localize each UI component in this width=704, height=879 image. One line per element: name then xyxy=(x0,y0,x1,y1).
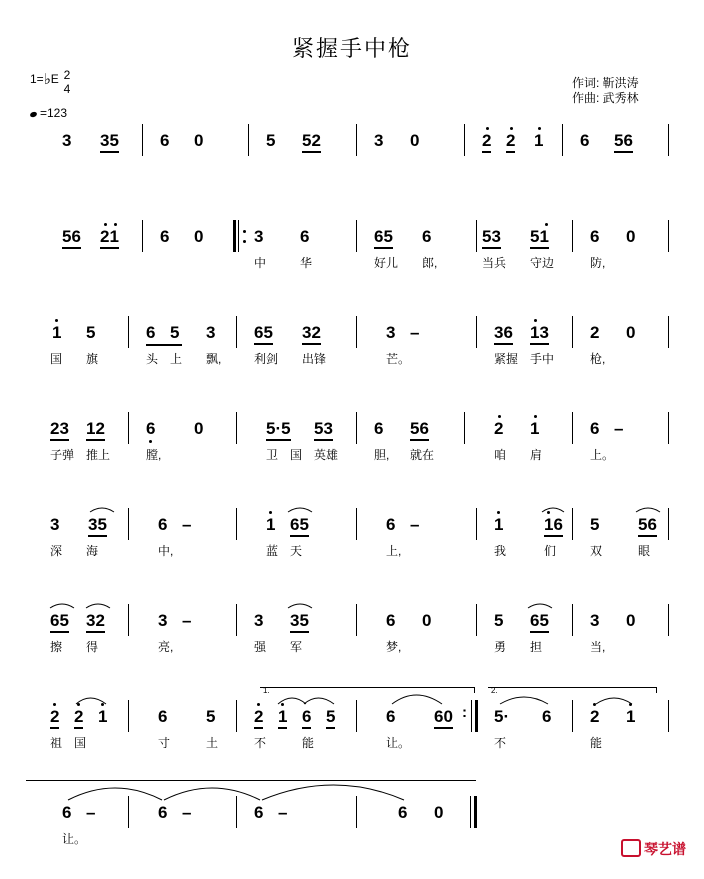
slur xyxy=(86,604,110,608)
note: 12 xyxy=(86,420,105,441)
note: – xyxy=(410,515,420,534)
tie xyxy=(164,788,260,800)
final-barline xyxy=(474,796,477,828)
barline xyxy=(128,508,129,540)
note: 5 xyxy=(206,707,216,726)
note: 1 xyxy=(52,323,62,342)
barline xyxy=(128,412,129,444)
barline xyxy=(142,124,143,156)
barline xyxy=(238,220,239,252)
lyric: 国 xyxy=(50,352,63,366)
high-octave-dot xyxy=(547,511,550,514)
note: 5 xyxy=(86,323,96,342)
barline xyxy=(476,604,477,636)
note: 65 xyxy=(530,612,549,633)
lyric: 双 xyxy=(590,544,603,558)
slur xyxy=(288,604,312,608)
lyric: 让。 xyxy=(386,736,411,750)
lyric: 利剑 xyxy=(254,352,279,366)
barline xyxy=(668,508,669,540)
composer: 作曲: 武秀林 xyxy=(572,91,639,105)
note: 65 xyxy=(290,516,309,537)
lyric: 土 xyxy=(206,736,219,750)
lyric: 枪, xyxy=(590,352,606,366)
key-label: 1= xyxy=(30,72,44,86)
brand-logo xyxy=(621,839,686,859)
barline xyxy=(572,604,573,636)
lyric: 不 xyxy=(494,736,507,750)
high-octave-dot xyxy=(281,703,284,706)
note: 6 xyxy=(160,131,170,150)
note: 23 xyxy=(50,420,69,441)
note: 13 xyxy=(530,324,549,345)
note: 1 xyxy=(534,131,544,150)
note: 0 xyxy=(434,803,444,822)
lyric: 让。 xyxy=(62,832,87,846)
barline xyxy=(236,796,237,828)
note: 6 xyxy=(160,227,170,246)
time-signature xyxy=(62,68,72,96)
volta-2 xyxy=(488,686,656,695)
lyric: 郎, xyxy=(422,256,438,270)
lyric: 寸 xyxy=(158,736,171,750)
barline xyxy=(464,412,465,444)
flat-icon: ♭ xyxy=(43,71,51,88)
note: 32 xyxy=(86,612,105,633)
slur xyxy=(90,508,114,512)
barline xyxy=(356,124,357,156)
high-octave-dot xyxy=(114,223,117,226)
lyric: 军 xyxy=(290,640,303,654)
note: 65 xyxy=(50,612,69,633)
barline xyxy=(356,316,357,348)
high-octave-dot xyxy=(538,127,541,130)
note: 3 xyxy=(158,611,168,630)
key-letter: E xyxy=(50,72,59,86)
note: 56 xyxy=(62,228,81,249)
high-octave-dot xyxy=(257,703,260,706)
note: 3 xyxy=(254,227,264,246)
repeat-end-barline xyxy=(475,700,478,732)
barline xyxy=(476,220,477,252)
barline xyxy=(470,796,471,828)
lyric: 擦 xyxy=(50,640,63,654)
note: – xyxy=(86,803,96,822)
barline xyxy=(128,700,129,732)
note: 35 xyxy=(88,516,107,537)
note: 2 xyxy=(590,323,600,342)
volta-2-label: 2. xyxy=(491,686,498,695)
note: 3 xyxy=(50,515,60,534)
note: 56 xyxy=(614,132,633,153)
note: 5 xyxy=(266,131,276,150)
slur xyxy=(288,508,312,512)
note: 3 xyxy=(254,611,264,630)
slur xyxy=(528,604,552,608)
lyric: 就在 xyxy=(410,448,435,462)
note: 36 xyxy=(494,324,513,345)
lyric: 亮, xyxy=(158,640,174,654)
note: 1 xyxy=(494,515,504,534)
barline xyxy=(464,124,465,156)
lyric: 国 xyxy=(74,736,87,750)
barline xyxy=(668,604,669,636)
high-octave-dot xyxy=(486,127,489,130)
logo-mark-icon xyxy=(621,839,641,857)
lyric: 中, xyxy=(158,544,174,558)
note: 6 xyxy=(590,419,600,438)
note: 6 xyxy=(62,803,72,822)
note: 5 xyxy=(170,323,180,342)
volta-2-end xyxy=(656,687,657,693)
barline xyxy=(572,316,573,348)
barline xyxy=(356,412,357,444)
repeat-end-dots: : xyxy=(462,704,467,721)
note: 2 xyxy=(482,132,491,153)
lyric: 咱 xyxy=(494,448,507,462)
lyric: 出锋 xyxy=(302,352,327,366)
barline xyxy=(668,316,669,348)
lyric: 能 xyxy=(302,736,315,750)
note: 65 xyxy=(374,228,393,249)
tie xyxy=(68,788,162,800)
barline xyxy=(668,220,669,252)
note: 65 xyxy=(254,324,273,345)
note: 0 xyxy=(194,419,204,438)
lyric: 胆, xyxy=(374,448,390,462)
lyric: 勇 xyxy=(494,640,507,654)
repeat-start-barline xyxy=(233,220,236,252)
high-octave-dot xyxy=(545,223,548,226)
lyric: 担 xyxy=(530,640,543,654)
barline xyxy=(562,124,563,156)
lyric: 飘, xyxy=(206,352,222,366)
barline xyxy=(128,316,129,348)
note: 56 xyxy=(410,420,429,441)
note: 2 xyxy=(50,708,59,729)
note: 6 xyxy=(374,419,384,438)
note: 3 xyxy=(386,323,396,342)
note: 0 xyxy=(626,323,636,342)
high-octave-dot xyxy=(629,703,632,706)
note: 0 xyxy=(626,611,636,630)
note: 6 xyxy=(386,515,396,534)
lyric: 眼 xyxy=(638,544,651,558)
note: – xyxy=(614,419,624,438)
note: – xyxy=(278,803,288,822)
repeat-dot xyxy=(243,230,246,233)
barline xyxy=(236,316,237,348)
note: 2 xyxy=(494,419,504,438)
barline xyxy=(471,700,472,732)
high-octave-dot xyxy=(593,703,596,706)
barline xyxy=(668,412,669,444)
repeat-dot xyxy=(243,240,246,243)
note: 56 xyxy=(638,516,657,537)
high-octave-dot xyxy=(77,703,80,706)
barline xyxy=(356,508,357,540)
high-octave-dot xyxy=(53,703,56,706)
note: 2 xyxy=(254,708,263,729)
note: 2 xyxy=(74,708,83,729)
barline xyxy=(668,124,669,156)
barline xyxy=(236,412,237,444)
barline xyxy=(236,508,237,540)
note: 0 xyxy=(422,611,432,630)
barline xyxy=(572,412,573,444)
lyric: 我 xyxy=(494,544,507,558)
note: 1 xyxy=(530,419,540,438)
lyric: 头 xyxy=(146,352,159,366)
note: 60 xyxy=(434,708,453,729)
note: 1 xyxy=(626,707,636,726)
lyric: 当, xyxy=(590,640,606,654)
slur xyxy=(304,698,334,704)
tempo-value: =123 xyxy=(40,106,68,120)
note: 3 xyxy=(62,131,72,150)
note: 1 xyxy=(278,708,287,729)
quarter-note-icon xyxy=(29,111,37,118)
lyric: 强 xyxy=(254,640,267,654)
note: – xyxy=(182,611,192,630)
lyric: 华 xyxy=(300,256,313,270)
slur xyxy=(542,508,564,512)
song-title: 紧握手中枪 xyxy=(291,36,412,61)
barline xyxy=(236,700,237,732)
barline xyxy=(572,700,573,732)
note: 21 xyxy=(100,228,119,249)
note: 5 xyxy=(590,515,600,534)
barline xyxy=(128,796,129,828)
lyric: 子弹 xyxy=(50,448,75,462)
note: 16 xyxy=(544,516,563,537)
volta-1 xyxy=(260,686,474,695)
note: 6 xyxy=(158,515,168,534)
high-octave-dot xyxy=(269,511,272,514)
barline xyxy=(236,604,237,636)
low-octave-dot xyxy=(149,440,152,443)
note: 0 xyxy=(626,227,636,246)
tie xyxy=(500,697,548,704)
lyric: 梦, xyxy=(386,640,402,654)
high-octave-dot xyxy=(510,127,513,130)
lyric: 海 xyxy=(86,544,99,558)
barline xyxy=(572,220,573,252)
note: 6 xyxy=(302,708,311,729)
note: 2 xyxy=(506,132,515,153)
note: 5·5 xyxy=(266,420,291,441)
lyric: 祖 xyxy=(50,736,63,750)
note: 6 xyxy=(386,707,396,726)
lyric: 中 xyxy=(254,256,267,270)
note: 6 xyxy=(542,707,552,726)
lyric: 好儿 xyxy=(374,256,399,270)
barline xyxy=(142,220,143,252)
lyric: 得 xyxy=(86,640,99,654)
note: 6 xyxy=(398,803,408,822)
note: 1 xyxy=(98,707,108,726)
note: – xyxy=(182,803,192,822)
barline xyxy=(128,604,129,636)
high-octave-dot xyxy=(534,415,537,418)
lyric: 紧握 xyxy=(494,352,519,366)
lyric: 芒。 xyxy=(386,352,411,366)
lyric: 膛, xyxy=(146,448,162,462)
high-octave-dot xyxy=(534,319,537,322)
high-octave-dot xyxy=(104,223,107,226)
lyric: 能 xyxy=(590,736,603,750)
note: 5· xyxy=(494,707,510,726)
slur xyxy=(636,508,660,512)
note: 1 xyxy=(266,515,276,534)
beam-line xyxy=(146,344,182,346)
note: 53 xyxy=(482,228,501,249)
lyric: 蓝 xyxy=(266,544,279,558)
lyric: 肩 xyxy=(530,448,543,462)
tempo-mark xyxy=(30,106,67,120)
key-signature xyxy=(30,70,59,88)
high-octave-dot xyxy=(55,319,58,322)
barline xyxy=(356,796,357,828)
lyric: 手中 xyxy=(530,352,555,366)
note: 3 xyxy=(590,611,600,630)
row-divider xyxy=(26,780,476,781)
note: 6 xyxy=(422,227,432,246)
note: 0 xyxy=(410,131,420,150)
note: 6 xyxy=(254,803,264,822)
high-octave-dot xyxy=(101,703,104,706)
lyric: 推上 xyxy=(86,448,111,462)
tie xyxy=(392,695,442,704)
barline xyxy=(572,508,573,540)
lyric: 不 xyxy=(254,736,267,750)
barline xyxy=(356,220,357,252)
lyric: 上。 xyxy=(590,448,615,462)
lyric: 深 xyxy=(50,544,63,558)
note: 6 xyxy=(146,323,156,342)
barline xyxy=(476,316,477,348)
note: 6 xyxy=(590,227,600,246)
lyric: 英雄 xyxy=(314,448,339,462)
barline xyxy=(248,124,249,156)
lyric: 天 xyxy=(290,544,303,558)
brand-name: 琴艺谱 xyxy=(644,841,686,857)
note: 6 xyxy=(158,707,168,726)
lyric: 旗 xyxy=(86,352,99,366)
volta-1-end xyxy=(474,687,475,693)
lyric: 上, xyxy=(386,544,402,558)
lyric: 守边 xyxy=(530,256,555,270)
time-sig-top: 2 xyxy=(63,68,71,82)
lyric: 上 xyxy=(170,352,183,366)
note: 35 xyxy=(100,132,119,153)
barline xyxy=(668,700,669,732)
barline xyxy=(356,604,357,636)
note: 6 xyxy=(300,227,310,246)
note: 35 xyxy=(290,612,309,633)
credits xyxy=(572,76,639,106)
lyric: 当兵 xyxy=(482,256,507,270)
note: – xyxy=(182,515,192,534)
note: 6 xyxy=(386,611,396,630)
slur xyxy=(50,604,74,608)
lyric: 国 xyxy=(290,448,303,462)
lyric: 们 xyxy=(544,544,557,558)
slur xyxy=(596,698,632,704)
note: – xyxy=(410,323,420,342)
note: 6 xyxy=(158,803,168,822)
note: 0 xyxy=(194,227,204,246)
note: 3 xyxy=(206,323,216,342)
high-octave-dot xyxy=(497,511,500,514)
lyric: 防, xyxy=(590,256,606,270)
note: 6 xyxy=(146,419,156,438)
tie xyxy=(262,785,404,800)
time-sig-bottom: 4 xyxy=(63,82,71,96)
note: 32 xyxy=(302,324,321,345)
note: 53 xyxy=(314,420,333,441)
note: 6 xyxy=(580,131,590,150)
barline xyxy=(476,508,477,540)
note: 0 xyxy=(194,131,204,150)
note: 5 xyxy=(494,611,504,630)
note: 5 xyxy=(326,708,335,729)
lyricist: 作词: 靳洪涛 xyxy=(572,76,639,90)
note: 51 xyxy=(530,228,549,249)
note: 2 xyxy=(590,707,600,726)
lyric: 卫 xyxy=(266,448,279,462)
volta-1-label: 1. xyxy=(263,686,270,695)
note: 52 xyxy=(302,132,321,153)
note: 3 xyxy=(374,131,384,150)
barline xyxy=(356,700,357,732)
high-octave-dot xyxy=(498,415,501,418)
